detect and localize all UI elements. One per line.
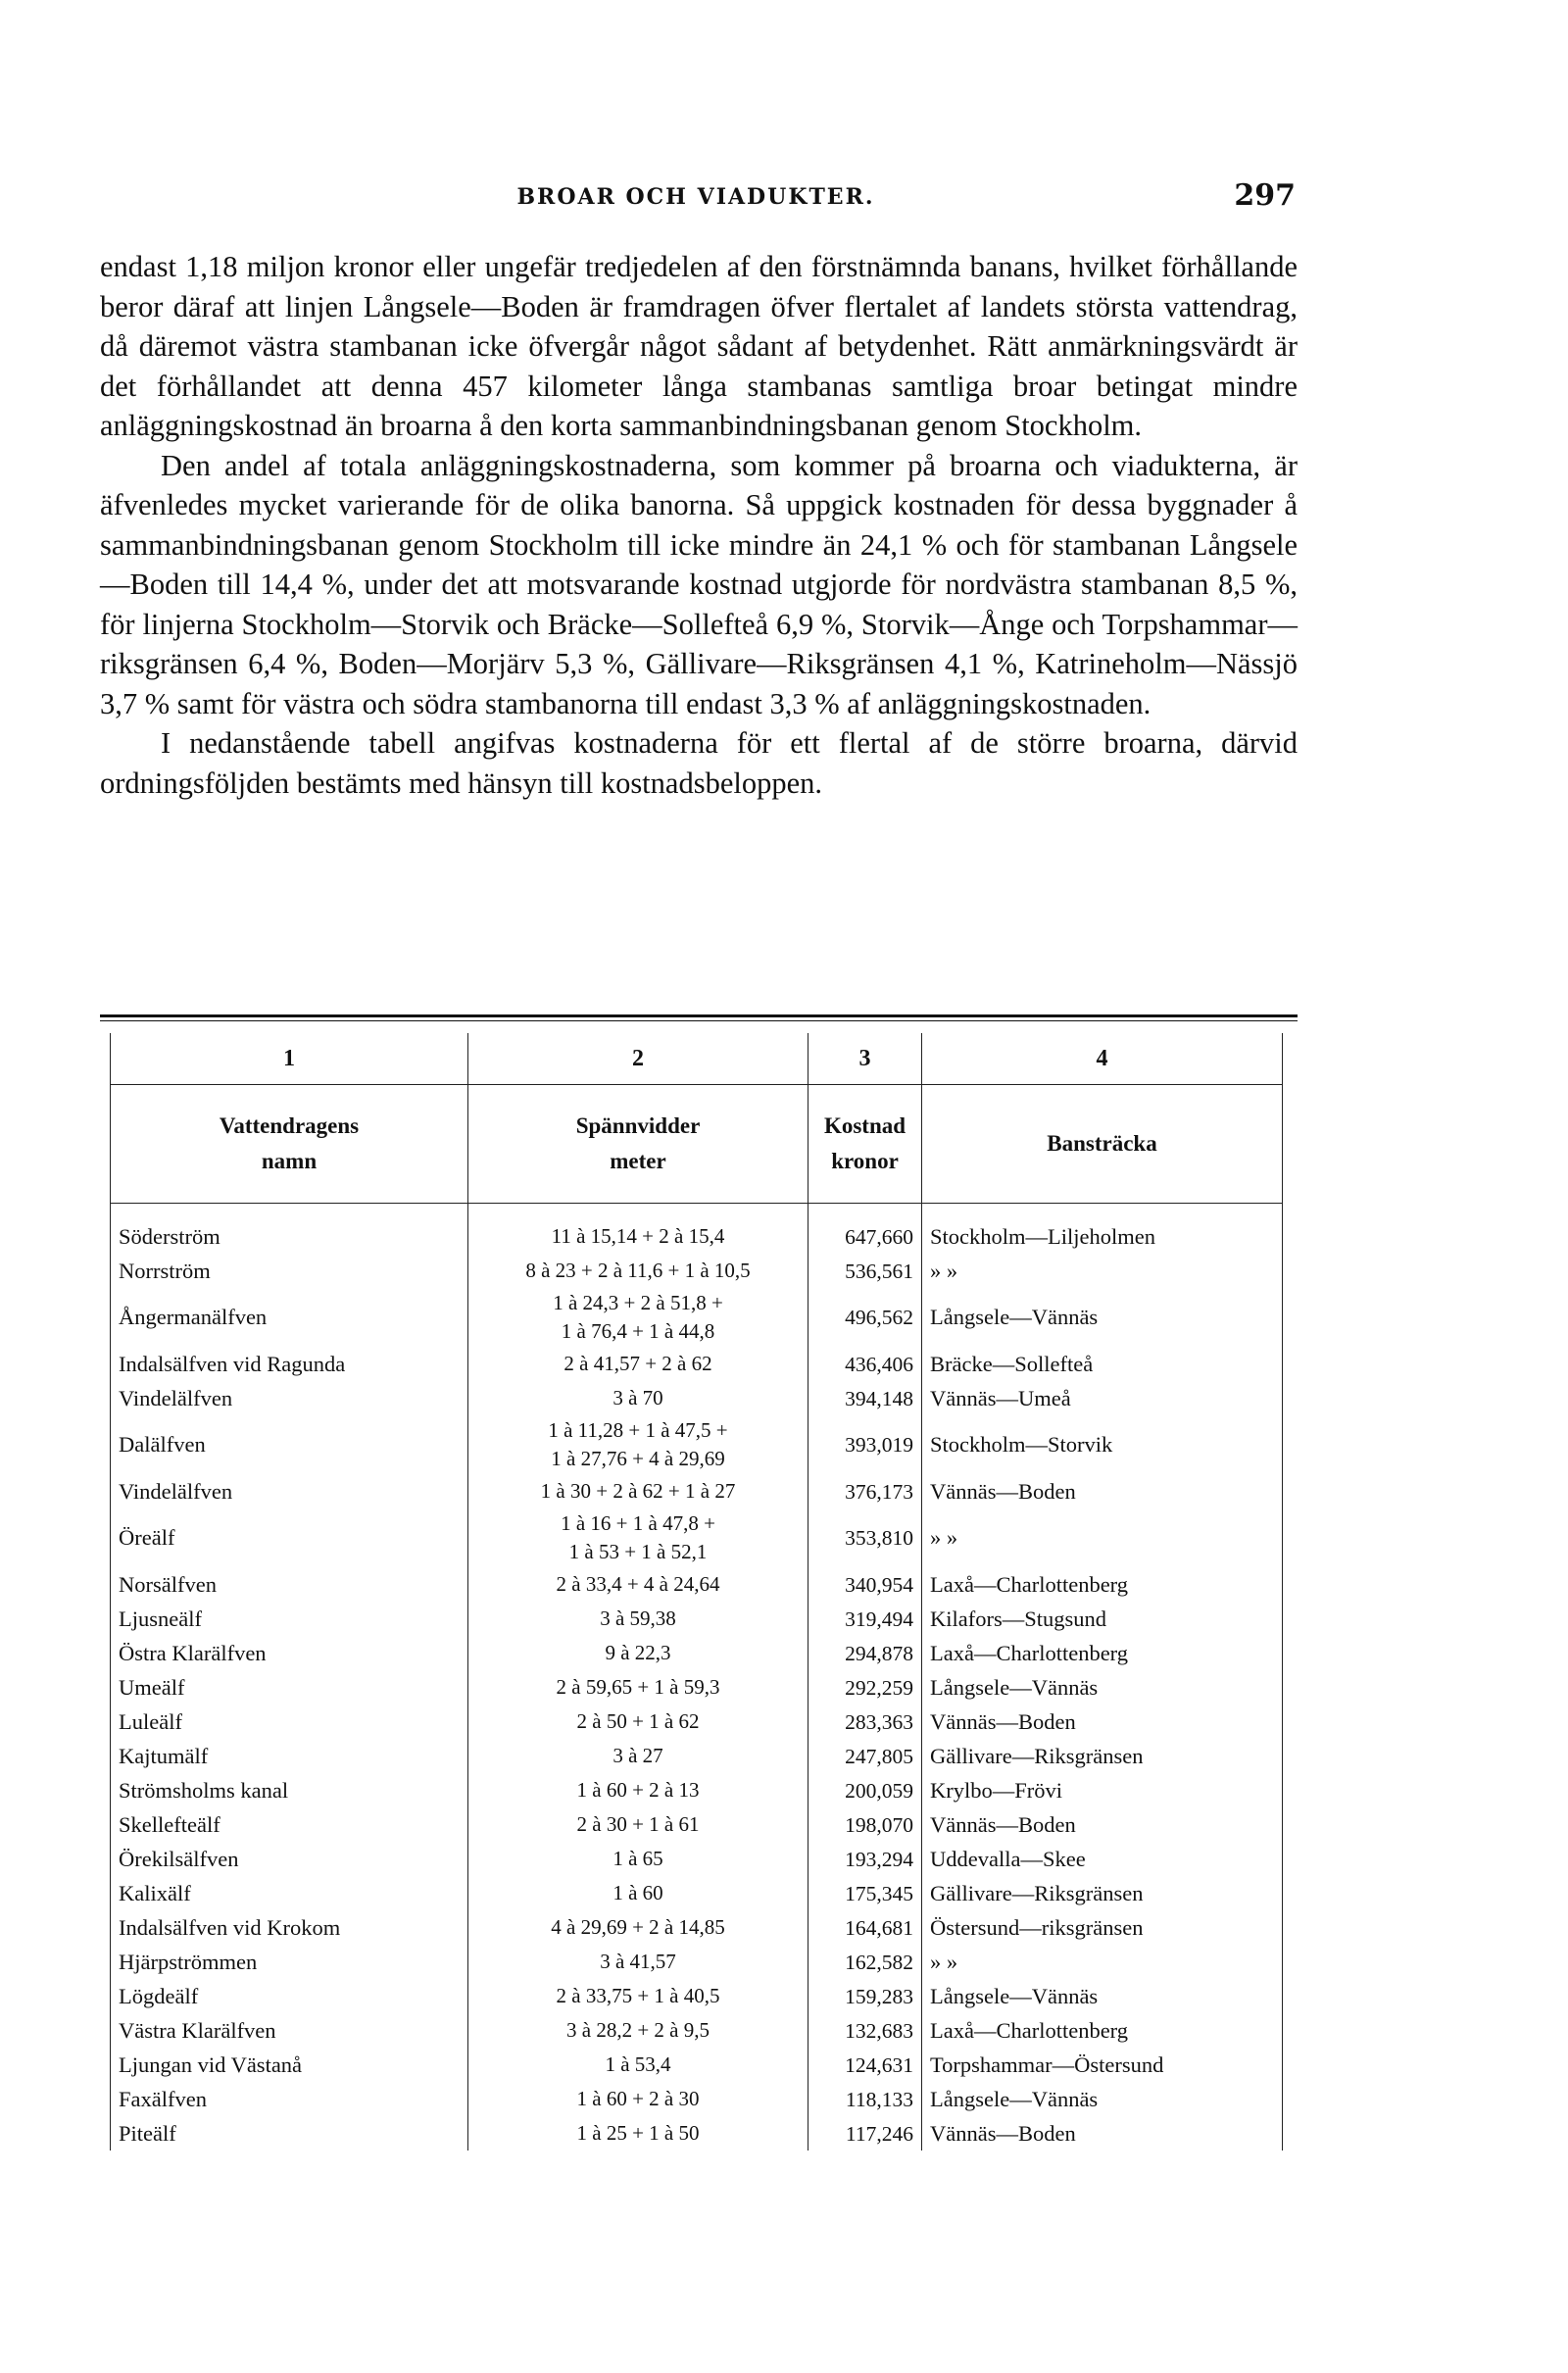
span-line: 3 à 28,2 + 2 à 9,5: [566, 2018, 710, 2042]
span-lengths: [468, 1415, 808, 1474]
span-line: 1 à 60: [612, 1881, 663, 1904]
cost-kronor: 118,133: [808, 2082, 922, 2116]
cost-kronor: 340,954: [808, 1567, 922, 1602]
span-lengths: [468, 1381, 808, 1415]
table-row: [111, 2013, 1283, 2048]
river-name: Indalsälfven vid Ragunda: [111, 1347, 468, 1381]
span-line: 8 à 23 + 2 à 11,6 + 1 à 10,5: [525, 1259, 751, 1282]
page-number: 297: [1234, 178, 1296, 213]
cost-kronor: 319,494: [808, 1602, 922, 1636]
cost-kronor: 175,345: [808, 1876, 922, 1910]
cost-kronor: 283,363: [808, 1705, 922, 1739]
railway-section: Stockholm—Storvik: [922, 1415, 1283, 1474]
span-line: 2 à 33,4 + 4 à 24,64: [556, 1572, 720, 1596]
span-lengths: [468, 1474, 808, 1508]
table-row: [111, 1381, 1283, 1415]
header-line: Vattendragens: [219, 1113, 360, 1138]
table-row: [111, 1979, 1283, 2013]
table-row: [111, 1807, 1283, 1842]
column-number: 2: [468, 1033, 808, 1085]
span-lengths: [468, 1347, 808, 1381]
river-name: Ångermanälfven: [111, 1288, 468, 1347]
table-top-rule: [100, 1014, 1298, 1017]
river-name: Hjärpströmmen: [111, 1945, 468, 1979]
table-row: [111, 2048, 1283, 2082]
span-line: 3 à 41,57: [600, 1950, 676, 1973]
railway-section: Vännäs—Boden: [922, 1705, 1283, 1739]
table-body: [111, 1219, 1283, 2151]
railway-section: Krylbo—Frövi: [922, 1773, 1283, 1807]
table-row: [111, 1288, 1283, 1347]
bridge-cost-table: [110, 1033, 1283, 2151]
span-line: 1 à 16 + 1 à 47,8 +: [561, 1511, 715, 1535]
span-lengths: [468, 1842, 808, 1876]
span-lengths: [468, 1705, 808, 1739]
railway-section: Östersund—riksgränsen: [922, 1910, 1283, 1945]
cost-kronor: 376,173: [808, 1474, 922, 1508]
cost-kronor: 164,681: [808, 1910, 922, 1945]
table-row: [111, 2082, 1283, 2116]
body-text: [100, 247, 1298, 803]
table-row: [111, 1347, 1283, 1381]
span-lengths: [468, 1508, 808, 1567]
span-line: 1 à 60 + 2 à 30: [576, 2087, 700, 2110]
table-row: [111, 1474, 1283, 1508]
column-header-route: Bansträcka: [922, 1085, 1283, 1204]
table-row: [111, 1670, 1283, 1705]
cost-kronor: 247,805: [808, 1739, 922, 1773]
span-line: 2 à 59,65 + 1 à 59,3: [556, 1675, 720, 1699]
river-name: Vindelälfven: [111, 1381, 468, 1415]
river-name: Västra Klarälfven: [111, 2013, 468, 2048]
header-line: namn: [261, 1149, 318, 1173]
cost-kronor: 117,246: [808, 2116, 922, 2151]
cost-kronor: 200,059: [808, 1773, 922, 1807]
river-name: Öreälf: [111, 1508, 468, 1567]
table-row: [111, 1910, 1283, 1945]
column-header-spans: [468, 1085, 808, 1204]
cost-kronor: 198,070: [808, 1807, 922, 1842]
span-line: 1 à 30 + 2 à 62 + 1 à 27: [540, 1479, 736, 1503]
column-header-name: [111, 1085, 468, 1204]
paragraph: Den andel af totala anläggningskostnaderna, som kommer på broarna och viadukterna, är äfvenledes mycket varierande för de olika banorna. Så uppgick kostnaden för dessa byggnader å sammanbindningsbanan genom Stockholm till icke mindre än 24,1 % och för stambanan Långsele—Boden till 14,4 %, under det att motsvarande kostnad utgjorde för nordvästra stambanan 8,5 %, för linjerna Stockholm—Storvik och Bräcke—Sollefteå 6,9 %, Storvik—Ånge och Torpshammar—riksgränsen 6,4 %, Boden—Morjärv 5,3 %, Gällivare—Riksgränsen 4,1 %, Katrineholm—Nässjö 3,7 % samt för västra och södra stambanorna till endast 3,3 % af anläggningskostnaden.: [100, 448, 1298, 720]
river-name: Ljusneälf: [111, 1602, 468, 1636]
header-spacer: [111, 1204, 1283, 1220]
span-lengths: [468, 1670, 808, 1705]
span-lengths: [468, 1254, 808, 1288]
table-row: [111, 1415, 1283, 1474]
span-line: 1 à 11,28 + 1 à 47,5 +: [548, 1418, 728, 1442]
span-line: 1 à 53 + 1 à 52,1: [568, 1540, 708, 1563]
cost-kronor: 294,878: [808, 1636, 922, 1670]
river-name: Kalixälf: [111, 1876, 468, 1910]
railway-section: Gällivare—Riksgränsen: [922, 1876, 1283, 1910]
table-row: [111, 1842, 1283, 1876]
table-row: [111, 1705, 1283, 1739]
running-head: BROAR OCH VIADUKTER.: [516, 184, 875, 210]
cost-kronor: 193,294: [808, 1842, 922, 1876]
cost-kronor: 647,660: [808, 1219, 922, 1254]
header-line: meter: [610, 1149, 666, 1173]
table-row: [111, 1773, 1283, 1807]
railway-section: Laxå—Charlottenberg: [922, 1636, 1283, 1670]
river-name: Piteälf: [111, 2116, 468, 2151]
river-name: Indalsälfven vid Krokom: [111, 1910, 468, 1945]
span-lengths: [468, 2116, 808, 2151]
river-name: Östra Klarälfven: [111, 1636, 468, 1670]
span-lengths: [468, 2082, 808, 2116]
railway-section: Kilafors—Stugsund: [922, 1602, 1283, 1636]
cost-kronor: 436,406: [808, 1347, 922, 1381]
cost-kronor: 536,561: [808, 1254, 922, 1288]
span-lengths: [468, 1288, 808, 1347]
railway-section: Vännäs—Boden: [922, 1474, 1283, 1508]
column-number: 1: [111, 1033, 468, 1085]
span-line: 2 à 33,75 + 1 à 40,5: [556, 1984, 720, 2007]
column-number-row: [111, 1033, 1283, 1085]
river-name: Söderström: [111, 1219, 468, 1254]
column-header-cost: [808, 1085, 922, 1204]
railway-section: » »: [922, 1254, 1283, 1288]
cost-kronor: 162,582: [808, 1945, 922, 1979]
railway-section: » »: [922, 1508, 1283, 1567]
span-lengths: [468, 2013, 808, 2048]
span-line: 2 à 50 + 1 à 62: [576, 1709, 700, 1733]
cost-kronor: 292,259: [808, 1670, 922, 1705]
table-row: [111, 1254, 1283, 1288]
header-line: Kostnad: [823, 1113, 906, 1138]
cost-kronor: 393,019: [808, 1415, 922, 1474]
span-lengths: [468, 1910, 808, 1945]
paragraph: endast 1,18 miljon kronor eller ungefär tredjedelen af den förstnämnda banans, hvilket förhållande beror däraf att linjen Långsele—Boden är framdragen öfver flertalet af landets största vattendrag, då däremot västra stambanan icke öfvergår något sådant af betydenhet. Rätt anmärkningsvärdt är det förhållandet att denna 457 kilometer långa stambanas samtliga broar betingat mindre anläggningskostnad än broarna å den korta sammanbindningsbanan genom Stockholm.: [100, 250, 1298, 442]
river-name: Faxälfven: [111, 2082, 468, 2116]
railway-section: Laxå—Charlottenberg: [922, 2013, 1283, 2048]
river-name: Vindelälfven: [111, 1474, 468, 1508]
span-line: 1 à 25 + 1 à 50: [576, 2121, 700, 2145]
span-line: 1 à 76,4 + 1 à 44,8: [561, 1319, 715, 1343]
railway-section: Långsele—Vännäs: [922, 1288, 1283, 1347]
cost-kronor: 159,283: [808, 1979, 922, 2013]
span-lengths: [468, 1602, 808, 1636]
table-row: [111, 1876, 1283, 1910]
river-name: Umeälf: [111, 1670, 468, 1705]
span-line: 4 à 29,69 + 2 à 14,85: [551, 1915, 725, 1939]
railway-section: Bräcke—Sollefteå: [922, 1347, 1283, 1381]
span-line: 1 à 60 + 2 à 13: [576, 1778, 700, 1802]
span-lengths: [468, 1876, 808, 1910]
table-row: [111, 1219, 1283, 1254]
river-name: Strömsholms kanal: [111, 1773, 468, 1807]
railway-section: Långsele—Vännäs: [922, 1670, 1283, 1705]
river-name: Ljungan vid Västanå: [111, 2048, 468, 2082]
span-lengths: [468, 1636, 808, 1670]
river-name: Lögdeälf: [111, 1979, 468, 2013]
railway-section: Stockholm—Liljeholmen: [922, 1219, 1283, 1254]
span-line: 11 à 15,14 + 2 à 15,4: [551, 1224, 725, 1248]
span-line: 1 à 27,76 + 4 à 29,69: [551, 1447, 725, 1470]
railway-section: Vännäs—Umeå: [922, 1381, 1283, 1415]
cost-kronor: 353,810: [808, 1508, 922, 1567]
river-name: Skellefteälf: [111, 1807, 468, 1842]
table-row: [111, 1636, 1283, 1670]
span-line: 2 à 30 + 1 à 61: [576, 1812, 700, 1836]
table-row: [111, 1945, 1283, 1979]
span-line: 2 à 41,57 + 2 à 62: [564, 1352, 712, 1375]
column-header-row: [111, 1085, 1283, 1204]
table-top-rule-thin: [100, 1020, 1298, 1021]
span-line: 3 à 27: [612, 1744, 663, 1767]
river-name: Norsälfven: [111, 1567, 468, 1602]
cost-kronor: 132,683: [808, 2013, 922, 2048]
span-line: 1 à 65: [612, 1847, 663, 1870]
river-name: Norrström: [111, 1254, 468, 1288]
span-lengths: [468, 1979, 808, 2013]
header-line: kronor: [831, 1149, 899, 1173]
header-line: Spännvidder: [575, 1113, 701, 1138]
column-number: 4: [922, 1033, 1283, 1085]
paragraph: I nedanstående tabell angifvas kostnaderna för ett flertal af de större broarna, därvid ordningsföljden bestämts med hänsyn till kostnadsbeloppen.: [100, 726, 1298, 800]
river-name: Luleälf: [111, 1705, 468, 1739]
span-line: 3 à 70: [612, 1386, 663, 1409]
column-number: 3: [808, 1033, 922, 1085]
railway-section: Uddevalla—Skee: [922, 1842, 1283, 1876]
span-line: 1 à 53,4: [605, 2052, 671, 2076]
span-line: 9 à 22,3: [605, 1641, 671, 1664]
span-lengths: [468, 1773, 808, 1807]
table-row: [111, 2116, 1283, 2151]
table-row: [111, 1567, 1283, 1602]
span-line: 1 à 24,3 + 2 à 51,8 +: [553, 1291, 723, 1314]
river-name: Örekilsälfven: [111, 1842, 468, 1876]
span-lengths: [468, 1945, 808, 1979]
railway-section: Gällivare—Riksgränsen: [922, 1739, 1283, 1773]
river-name: Kajtumälf: [111, 1739, 468, 1773]
railway-section: Långsele—Vännäs: [922, 1979, 1283, 2013]
table-row: [111, 1739, 1283, 1773]
railway-section: Vännäs—Boden: [922, 1807, 1283, 1842]
cost-kronor: 124,631: [808, 2048, 922, 2082]
railway-section: Torpshammar—Östersund: [922, 2048, 1283, 2082]
table-row: [111, 1602, 1283, 1636]
table-row: [111, 1508, 1283, 1567]
span-lengths: [468, 1567, 808, 1602]
span-lengths: [468, 1739, 808, 1773]
river-name: Dalälfven: [111, 1415, 468, 1474]
railway-section: Laxå—Charlottenberg: [922, 1567, 1283, 1602]
railway-section: Vännäs—Boden: [922, 2116, 1283, 2151]
railway-section: Långsele—Vännäs: [922, 2082, 1283, 2116]
span-lengths: [468, 1807, 808, 1842]
span-line: 3 à 59,38: [600, 1607, 676, 1630]
cost-kronor: 394,148: [808, 1381, 922, 1415]
span-lengths: [468, 2048, 808, 2082]
cost-kronor: 496,562: [808, 1288, 922, 1347]
span-lengths: [468, 1219, 808, 1254]
railway-section: » »: [922, 1945, 1283, 1979]
